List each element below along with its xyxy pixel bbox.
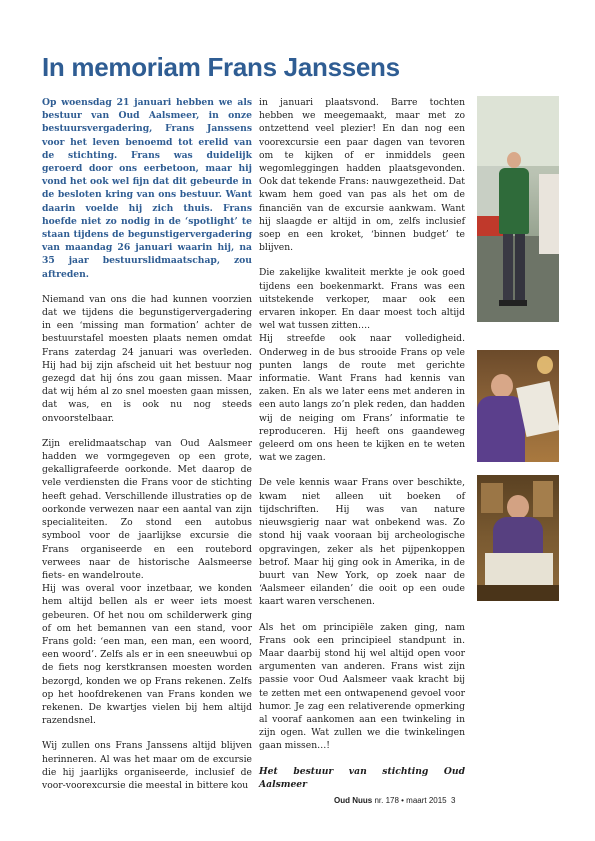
page-number: 3	[451, 796, 456, 805]
body-paragraph: Die zakelijke kwaliteit merkte je ook goed tijdens een boekenmarkt. Frans was een uitstekende verkoper, maar ook een ervaren inkoper. En daar moest toch altijd wel wat tussen zitten….	[259, 267, 465, 332]
issue-info: nr. 178 • maart 2015	[374, 796, 447, 805]
body-paragraph: Hij streefde ook naar volledigheid. Onderweg in de bus strooide Frans op vele punten langs de route met gerichte informatie. Want Frans had kennis van zaken. En als we later eens met anderen in een auto langs zo’n plek reden, dan hadden wij de neiging om Frans’ informatie te reproduceren. Hij heeft ons gaandeweg geleerd om ons heen te kijken en te weten wat we zagen.	[259, 333, 465, 464]
text-column-right	[259, 96, 465, 803]
text-column-left	[42, 96, 252, 804]
article-title: In memoriam Frans Janssens	[42, 52, 400, 82]
body-paragraph: De vele kennis waar Frans over beschikte, kwam niet alleen uit boeken of tijdschriften. Hij was van nature nieuwsgierig naar wat onbekend was. Zo stond hij vaak vooraan bij archeologische opgravingen, zeker als het pijpenkoppen betrof. Maar hij ging ook in Amerika, in de buurt van New York, op zoek naar de ‘Aalsmeer eilanden’ die ooit op een oude kaart waren verschenen.	[259, 477, 465, 608]
publication-name: Oud Nuus	[334, 796, 373, 805]
photo-man-outdoors	[477, 96, 559, 322]
body-paragraph: in januari plaatsvond. Barre tochten hebben we meegemaakt, maar met zo ontzettend veel plezier! En dan nog een voorexcursie een paar dagen van tevoren om te kijken of er inmiddels geen wegomleggingen hadden plaatsgevonden. Ook dat tekende Frans: nauwgezetheid. Dat kwam hem goed van pas als het om de financiën van de excursie aankwam. Want hij slaagde er altijd in om, zelfs inclusief soep en een kroket, ‘binnen budget’ te blijven.	[259, 97, 465, 254]
body-paragraph: Als het om principiële zaken ging, nam Frans ook een principieel standpunt in. Maar daarbij stond hij wel altijd open voor argumenten van anderen. Frans wist zijn passie voor Oud Aalsmeer vaak kracht bij te zetten met een ontwapenend gevoel voor humor. Je zag een relativerende opmerking al vooraf aankomen aan een twinkeling in zijn ogen. Wat zullen we die twinkelingen gaan missen…!	[259, 621, 465, 752]
body-paragraph: Zijn erelidmaatschap van Oud Aalsmeer hadden we vormgegeven op een grote, gekalligrafeerde oorkonde. Met daarop de vele verdiensten die Frans voor de stichting heeft gehad. Verschillende illustraties op de oorkonde verwezen naar een aantal van zijn specialiteiten. Zo stond een autobus symbool voor de jaarlijkse excursie die Frans organiseerde en een routebord verwees naar de historische Aalsmeerse fiets- en wandelroute.	[42, 437, 252, 581]
body-paragraph: Hij was overal voor inzetbaar, we konden hem altijd bellen als er weer iets moest gebeuren. Of het nou om schilderwerk ging of om het bemannen van een stand, voor Frans gold: ‘een man, een man, een woord, een woord’. Zelfs als er in een sneeuwbui op de fiets nog kerstkransen moesten worden bezorgd, konden we op Frans rekenen. Zelfs op het hoofdrekenen van Frans konden we rekenen. De kwartjes vielen bij hem altijd razendsnel.	[42, 583, 252, 727]
photo-man-with-document	[477, 350, 559, 462]
body-paragraph: Niemand van ons die had kunnen voorzien dat we tijdens die begunstigervergadering in een ‘missing man formation’ achter de bestuurstafel moesten plaats nemen omdat Frans zaterdag 24 januari was overleden. Hij had bij zijn afscheid uit het bestuur nog gezegd dat hij óns zou gaan missen. Maar dat wij hém al zo snel moesten gaan missen, dat was, en is ook nu nog steeds onvoorstelbaar.	[42, 293, 252, 424]
intro-paragraph: Op woensdag 21 januari hebben we als bestuur van Oud Aalsmeer, in onze bestuursvergadering, Frans Janssens voor het leven benoemd tot erelid van de stichting. Frans was duidelijk geroerd door ons eerbetoon, maar hij vond het ook wel fijn dat dit gebeurde in de besloten kring van ons bestuur. Want daarin voelde hij zich thuis. Frans hoefde niet zo nodig in de ‘spotlight’ te staan tijdens de begunstigervergadering van maandag 26 januari waarin hij, na 35 jaar bestuurslidmaatschap, zou aftreden.	[42, 97, 252, 280]
photo-man-reading	[477, 475, 559, 601]
body-paragraph: Wij zullen ons Frans Janssens altijd blijven herinneren. Al was het maar om de excursie die hij jaarlijks organiseerde, inclusief de voor-voorexcursie die meestal in bittere kou	[42, 740, 252, 791]
signature: Het bestuur van stichting Oud Aalsmeer	[259, 765, 465, 790]
publication-footer	[334, 796, 447, 805]
